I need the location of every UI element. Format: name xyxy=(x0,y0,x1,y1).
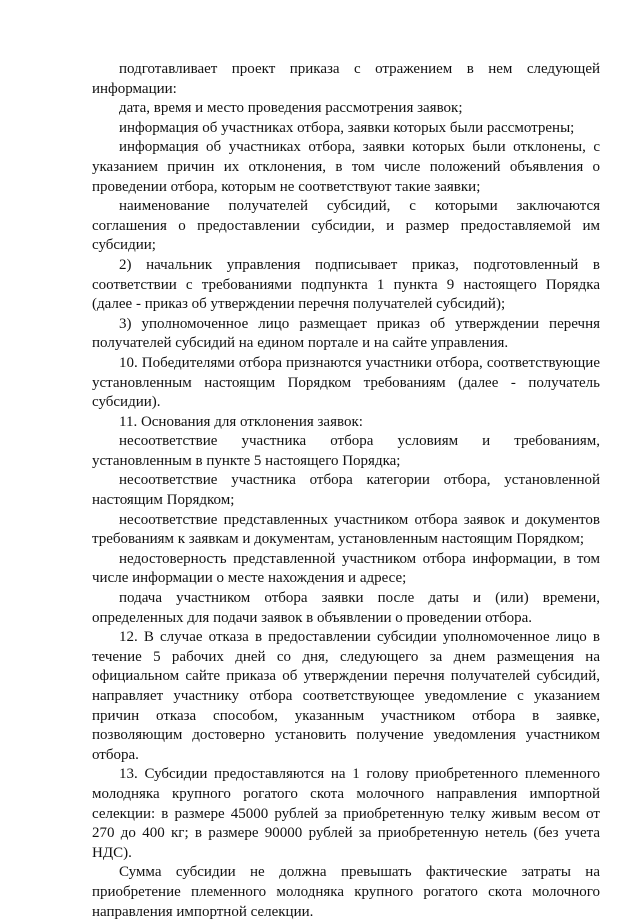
paragraph-3: информация об участниках отбора, заявки которых были отклонены, с указанием причин их отклонения, в том числе положений объявления о проведении отбора, которым не соответствуют такие заявки; xyxy=(92,139,600,195)
paragraph-15: 13. Субсидии предоставляются на 1 голову приобретенного племенного молодняка крупного рогатого скота молочного направления импортной селекции: в размере 45000 рублей за приобретенную телку живым весом от 270 до 400 кг; в размере 90000 рублей за приобретенную нетель (без учета НДС). xyxy=(92,766,600,861)
paragraph-7: 10. Победителями отбора признаются участники отбора, соответствующие установленным настоящим Порядком требованиям (далее - получатель субсидии). xyxy=(92,354,600,411)
paragraph-1: дата, время и место проведения рассмотрения заявок; xyxy=(119,100,463,117)
paragraph-13: подача участником отбора заявки после даты и (или) времени, определенных для подачи заявок в объявлении о проведении отбора. xyxy=(92,590,600,626)
paragraph-5: 2) начальник управления подписывает приказ, подготовленный в соответствии с требованиями подпункта 1 пункта 9 настоящего Порядка (далее - приказ об утверждении перечня получателей субсидий); xyxy=(92,256,600,313)
paragraph-9: несоответствие участника отбора условиям и требованиям, установленным в пункте 5 настоящего Порядка; xyxy=(92,433,600,469)
paragraph-11: несоответствие представленных участником отбора заявок и документов требованиям к заявкам и документам, установленным настоящим Порядком; xyxy=(92,511,600,548)
paragraph-2: информация об участниках отбора, заявки которых были рассмотрены; xyxy=(119,119,575,136)
paragraph-4: наименование получателей субсидий, с которыми заключаются соглашения о предоставлении субсидии, и размер предоставляемой им субсидии; xyxy=(92,198,600,254)
paragraph-12: недостоверность представленной участником отбора информации, в том числе информации о месте нахождения и адресе; xyxy=(92,550,600,587)
paragraph-16: Сумма субсидии не должна превышать фактические затраты на приобретение племенного молодняка крупного рогатого скота молочного направления импортной селекции. xyxy=(92,864,600,920)
paragraph-8: 11. Основания для отклонения заявок: xyxy=(119,413,363,430)
paragraph-10: несоответствие участника отбора категории отбора, установленной настоящим Порядком; xyxy=(92,472,600,509)
paragraph-14: 12. В случае отказа в предоставлении субсидии уполномоченное лицо в течение 5 рабочих дней со дня, следующего за днем размещения на официальном сайте приказа об утверждении перечня получателей субсидий, направляет участнику отбора соответствующее уведомление с указанием причин отказа способом, указанным участником отбора в заявке, позволяющим достоверно установить получение уведомления участником отбора. xyxy=(92,629,600,763)
paragraph-6: 3) уполномоченное лицо размещает приказ об утверждении перечня получателей субсидий на едином портале и на сайте управления. xyxy=(92,315,600,352)
paragraph-0: подготавливает проект приказа с отражением в нем следующей информации: xyxy=(92,61,600,97)
document-page xyxy=(92,60,600,922)
